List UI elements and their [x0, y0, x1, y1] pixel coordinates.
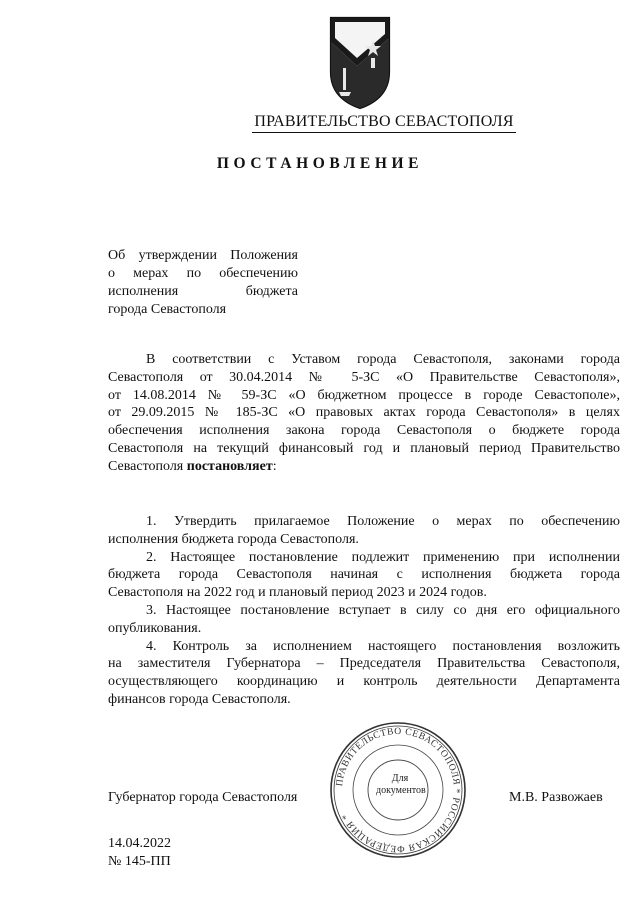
preamble-paragraph: [108, 351, 620, 476]
document-date: 14.04.2022: [108, 836, 171, 851]
item-2-line: 2. Настоящее постановление подлежит применению при исполнении: [146, 549, 620, 565]
item-3-line: опубликования.: [108, 620, 202, 636]
preamble-line: от 14.08.2014 № 59-ЗС «О бюджетном процессе в городе Севастополе»,: [108, 387, 620, 403]
subject-line: исполнения бюджета: [108, 284, 298, 299]
item-1-line: 1. Утвердить прилагаемое Положение о мерах по обеспечению: [146, 514, 620, 529]
item-1-line: исполнения бюджета города Севастополя.: [108, 531, 359, 547]
item-4-line: на заместителя Губернатора – Председателя Правительства Севастополя,: [108, 656, 620, 672]
preamble-line: Севастополя от 30.04.2014 № 5-ЗС «О Правительстве Севастополя»,: [108, 369, 620, 385]
item-3-line: 3. Настоящее постановление вступает в силу со дня его официального: [146, 602, 620, 618]
government-name: ПРАВИТЕЛЬСТВО СЕВАСТОПОЛЯ: [0, 113, 640, 133]
document-type: ПОСТАНОВЛЕНИЕ: [216, 155, 424, 172]
signatory-position: Губернатор города Севастополя: [108, 790, 298, 805]
document-number: № 145-ПП: [108, 854, 171, 869]
subject-line: города Севастополя: [108, 302, 227, 317]
decree-verb: постановляет: [186, 458, 273, 474]
preamble-line: В соответствии с Уставом города Севастополя, законами города: [146, 352, 620, 367]
item-4-line: финансов города Севастополя.: [108, 691, 291, 707]
preamble-line: обеспечения исполнения закона города Севастополя о бюджете города: [108, 423, 620, 439]
subject-line: о мерах по обеспечению: [108, 266, 298, 281]
preamble-line: от 29.09.2015 № 185-ЗС «О правовых актах города Севастополя» в целях: [108, 405, 620, 421]
preamble-line: Севастополя на текущий финансовый год и плановый период Правительство: [108, 440, 620, 456]
document-subject: [108, 247, 298, 319]
item-2-line: бюджета города Севастополя начиная с исполнения бюджета города: [108, 567, 620, 583]
item-2-line: Севастополя на 2022 год и плановый период 2023 и 2024 годов.: [108, 585, 487, 601]
seal-outer-text: ПРАВИТЕЛЬСТВО СЕВАСТОПОЛЯ * РОССИЙСКАЯ ФЕДЕРАЦИЯ *: [334, 725, 463, 855]
signatory-name: М.В. Развожаев: [509, 790, 603, 805]
preamble-line: Севастополя постановляет:: [108, 458, 277, 474]
sevastopol-coat-of-arms-icon: [327, 12, 393, 112]
decree-items: [108, 513, 620, 709]
item-4-line: 4. Контроль за исполнением настоящего постановления возложить: [146, 638, 620, 654]
seal-center-text: Для документов: [376, 773, 426, 796]
item-4-line: осуществляющего координацию и контроль деятельности Департамента: [108, 674, 620, 690]
subject-line: Об утверждении Положения: [108, 248, 298, 263]
